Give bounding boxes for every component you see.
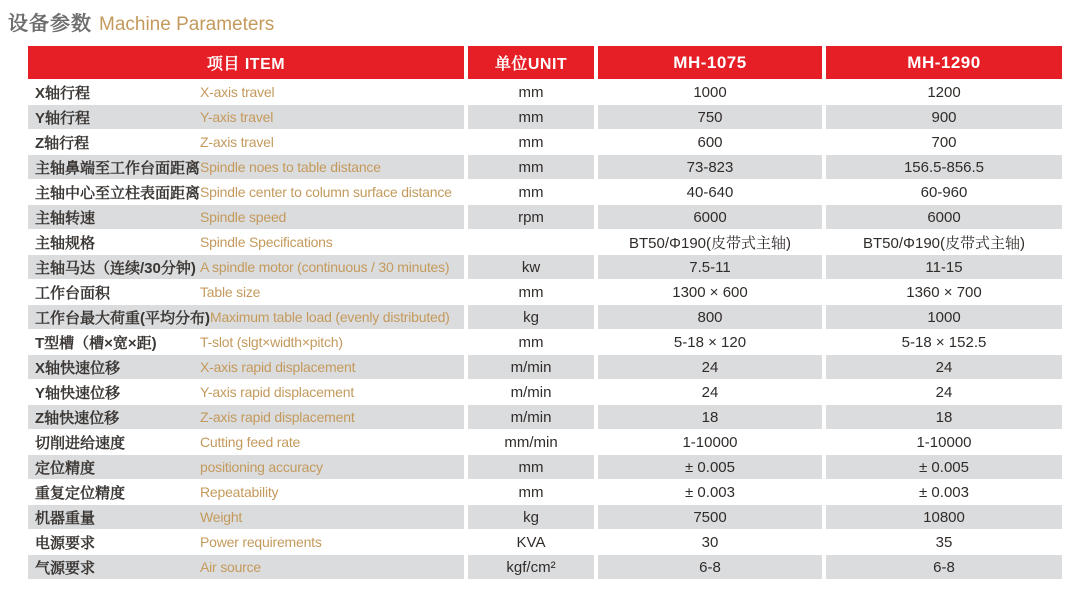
value-cell-mh1290: BT50/Φ190(皮带式主轴) [826,230,1062,255]
table-row [28,105,1062,130]
item-label-en: Table size [200,284,261,300]
unit-cell: mm [468,105,594,130]
item-label-zh: 电源要求 [35,534,96,552]
item-label-zh: Z轴快速位移 [35,409,120,427]
unit-cell: m/min [468,405,594,430]
item-cell [28,530,464,555]
table-row [28,80,1062,105]
item-label-en: X-axis rapid displacement [200,359,356,375]
table-row [28,280,1062,305]
item-label-zh: Y轴行程 [35,109,91,127]
value-cell-mh1290: 1-10000 [826,430,1062,455]
value-cell-mh1290: 6000 [826,205,1062,230]
item-label-en: Spindle speed [200,209,287,225]
table-row [28,180,1062,205]
table-row [28,230,1062,255]
page-title-zh: 设备参数 [8,13,92,35]
value-cell-mh1075: ± 0.003 [598,480,822,505]
item-cell [28,305,464,330]
unit-cell: kg [468,505,594,530]
item-cell [28,280,464,305]
header-unit: 单位UNIT [468,46,594,79]
table-body [28,80,1062,580]
unit-cell: mm [468,455,594,480]
unit-cell: mm/min [468,430,594,455]
value-cell-mh1290: 1000 [826,305,1062,330]
item-cell [28,355,464,380]
table-row [28,355,1062,380]
item-label-en: Y-axis rapid displacement [200,384,355,400]
value-cell-mh1290: 24 [826,380,1062,405]
item-label-en: Weight [200,509,243,525]
item-label-en: T-slot (slgt×width×pitch) [200,334,343,350]
item-cell [28,155,464,180]
value-cell-mh1075: 7500 [598,505,822,530]
item-label-zh: 切削进给速度 [35,434,126,452]
item-cell [28,330,464,355]
value-cell-mh1290: 1360 × 700 [826,280,1062,305]
item-cell [28,180,464,205]
item-label-zh: 主轴马达（连续/30分钟) [35,259,196,277]
value-cell-mh1075: 800 [598,305,822,330]
unit-cell: mm [468,130,594,155]
item-label-en: Cutting feed rate [200,434,301,450]
item-label-en: Power requirements [200,534,322,550]
value-cell-mh1290: 24 [826,355,1062,380]
item-cell [28,80,464,105]
table-row [28,530,1062,555]
item-cell [28,230,464,255]
unit-cell: rpm [468,205,594,230]
table-row [28,430,1062,455]
header-model-mh1290: MH-1290 [826,46,1062,79]
value-cell-mh1075: BT50/Φ190(皮带式主轴) [598,230,822,255]
unit-cell: mm [468,180,594,205]
item-label-zh: 主轴鼻端至工作台面距离 [35,159,201,177]
value-cell-mh1075: 18 [598,405,822,430]
unit-cell: mm [468,330,594,355]
unit-cell: kgf/cm² [468,555,594,580]
item-cell [28,380,464,405]
item-cell [28,405,464,430]
item-label-en: Repeatability [200,484,279,500]
item-cell [28,480,464,505]
table-row [28,205,1062,230]
unit-cell: mm [468,280,594,305]
value-cell-mh1075: 1300 × 600 [598,280,822,305]
unit-cell [468,230,594,255]
unit-cell: mm [468,155,594,180]
item-cell [28,455,464,480]
value-cell-mh1290: 18 [826,405,1062,430]
value-cell-mh1290: 10800 [826,505,1062,530]
table-row [28,305,1062,330]
item-label-en: Z-axis travel [200,134,274,150]
unit-cell: kg [468,305,594,330]
value-cell-mh1290: 1200 [826,80,1062,105]
item-label-zh: 气源要求 [35,559,96,577]
value-cell-mh1290: 700 [826,130,1062,155]
value-cell-mh1075: 40-640 [598,180,822,205]
item-label-en: Spindle Specifications [200,234,333,250]
value-cell-mh1290: 5-18 × 152.5 [826,330,1062,355]
unit-cell: m/min [468,355,594,380]
header-model-mh1075: MH-1075 [598,46,822,79]
header-item: 项目 ITEM [28,46,464,79]
item-label-en: A spindle motor (continuous / 30 minutes) [200,259,450,275]
value-cell-mh1290: ± 0.005 [826,455,1062,480]
value-cell-mh1075: 7.5-11 [598,255,822,280]
table-row [28,130,1062,155]
item-cell [28,130,464,155]
value-cell-mh1075: 5-18 × 120 [598,330,822,355]
page-title-en: Machine Parameters [99,14,275,35]
unit-cell: m/min [468,380,594,405]
item-label-en: Spindle noes to table distance [200,159,381,175]
machine-parameters-table [28,46,1062,580]
item-label-zh: 主轴中心至立柱表面距离 [35,184,201,202]
table-header-row [28,46,1062,79]
value-cell-mh1290: 35 [826,530,1062,555]
item-cell [28,255,464,280]
item-label-en: X-axis travel [200,84,275,100]
value-cell-mh1075: 750 [598,105,822,130]
item-label-zh: Y轴快速位移 [35,384,121,402]
item-label-zh: 定位精度 [35,459,96,477]
item-cell [28,205,464,230]
table-row [28,505,1062,530]
value-cell-mh1075: 24 [598,380,822,405]
item-label-zh: T型槽（槽×宽×距) [35,334,157,352]
table-row [28,555,1062,580]
page-title [8,7,1070,36]
table-row [28,455,1062,480]
value-cell-mh1290: 900 [826,105,1062,130]
item-label-zh: 主轴转速 [35,209,96,227]
value-cell-mh1290: ± 0.003 [826,480,1062,505]
value-cell-mh1075: 24 [598,355,822,380]
item-cell [28,505,464,530]
item-cell [28,105,464,130]
value-cell-mh1290: 11-15 [826,255,1062,280]
unit-cell: mm [468,480,594,505]
value-cell-mh1075: 6-8 [598,555,822,580]
table-row [28,155,1062,180]
item-cell [28,430,464,455]
unit-cell: kw [468,255,594,280]
item-label-en: Maximum table load (evenly distributed) [210,309,450,325]
item-label-en: Air source [200,559,262,575]
item-label-zh: 机器重量 [35,509,96,527]
unit-cell: mm [468,80,594,105]
value-cell-mh1290: 60-960 [826,180,1062,205]
item-label-zh: 工作台面积 [35,284,111,302]
item-label-zh: 工作台最大荷重(平均分布) [35,309,210,327]
table-row [28,330,1062,355]
item-cell [28,555,464,580]
table-row [28,380,1062,405]
item-label-en: Y-axis travel [200,109,274,125]
value-cell-mh1075: 600 [598,130,822,155]
item-label-en: Spindle center to column surface distance [200,184,452,200]
item-label-zh: X轴行程 [35,84,91,102]
value-cell-mh1290: 156.5-856.5 [826,155,1062,180]
item-label-en: positioning accuracy [200,459,323,475]
value-cell-mh1075: 1000 [598,80,822,105]
value-cell-mh1075: ± 0.005 [598,455,822,480]
item-label-zh: 主轴规格 [35,234,96,252]
unit-cell: KVA [468,530,594,555]
value-cell-mh1075: 73-823 [598,155,822,180]
value-cell-mh1075: 6000 [598,205,822,230]
table-row [28,480,1062,505]
item-label-zh: X轴快速位移 [35,359,121,377]
value-cell-mh1075: 30 [598,530,822,555]
table-row [28,405,1062,430]
value-cell-mh1075: 1-10000 [598,430,822,455]
item-label-en: Z-axis rapid displacement [200,409,355,425]
value-cell-mh1290: 6-8 [826,555,1062,580]
item-label-zh: 重复定位精度 [35,484,126,502]
table-row [28,255,1062,280]
item-label-zh: Z轴行程 [35,134,90,152]
